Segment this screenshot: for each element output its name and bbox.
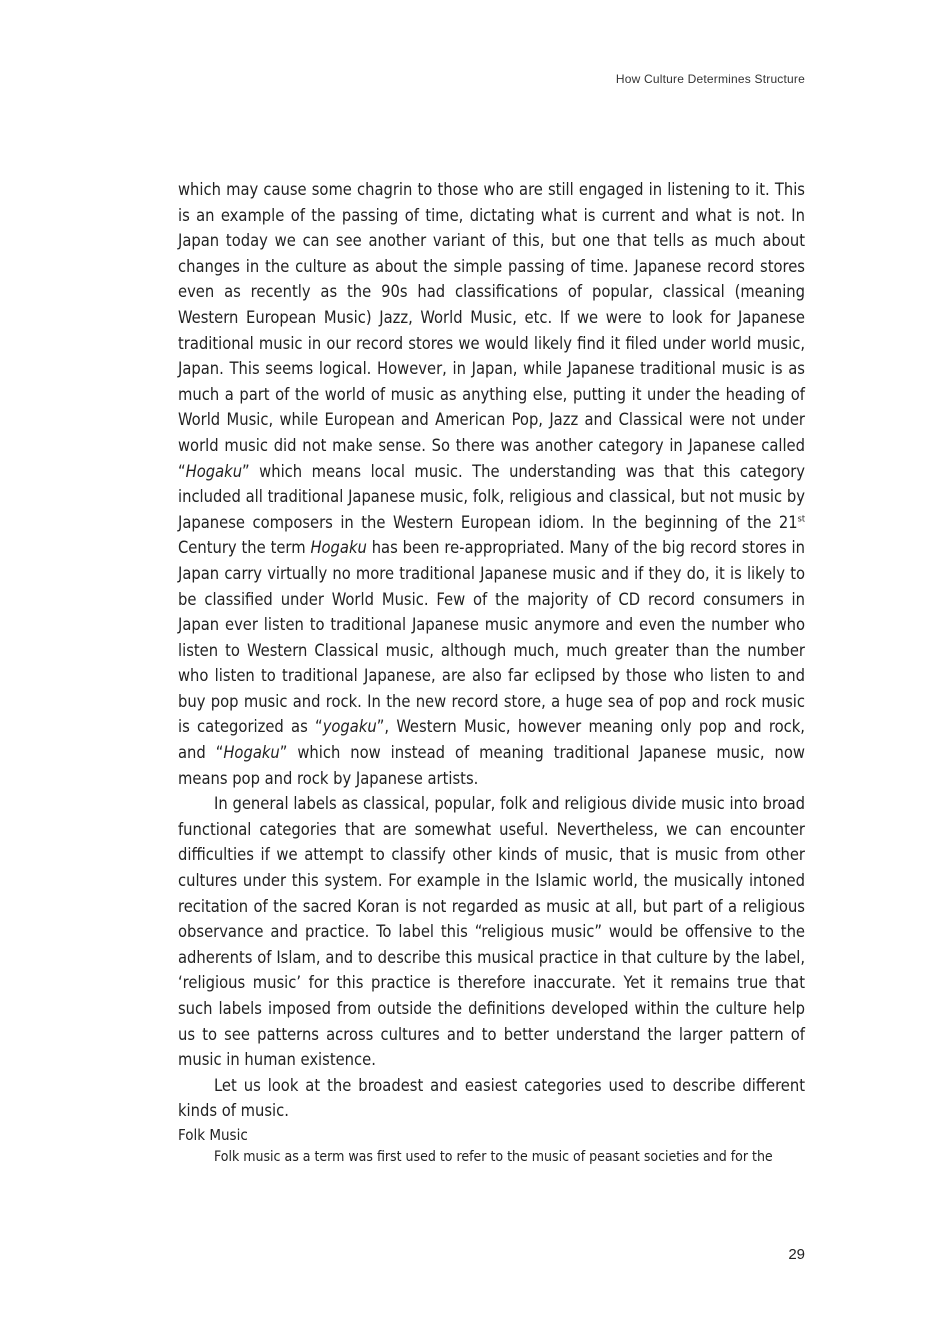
- p1-text-2: ” which means local music. The understanding was that this category included all traditional Japanese music, folk, religious and classical, but not music by Japanese composers in the Western European idiom. In the beginning of the 21: [178, 461, 805, 532]
- term-hogaku: Hogaku: [223, 743, 280, 763]
- p1-text-5: ”, Western Music, however meaning only pop and rock, and “: [178, 717, 805, 763]
- p1-text-3: Century the term: [178, 538, 311, 558]
- section-intro-line: Folk music as a term was first used to refer to the music of peasant societies and for the: [214, 1148, 773, 1165]
- paragraph-3: Let us look at the broadest and easiest categories used to describe different kinds of music.: [178, 1075, 805, 1121]
- term-yogaku: yogaku: [322, 717, 377, 737]
- p1-text-6: ” which now instead of meaning traditional Japanese music, now means pop and rock by Japanese artists.: [178, 743, 805, 788]
- p1-text-1: which may cause some chagrin to those who are still engaged in listening to it. This is an example of the passing of time, dictating what is current and what is not. In Japan today we can see another variant of this, but one that tells as much about changes in the culture as about the simple passing of time. Japanese record stores even as recently as the 90s had classifications of popular, classical (meaning Western European Music) Jazz, World Music, etc. If we were to look for Japanese traditional music in our record stores we would likely find it filed under world music, Japan. This seems logical. However, in Japan, while Japanese traditional music is as much a part of the world of music as anything else, putting it under the heading of World Music, while European and American Pop, Jazz and Classical were not under world music did not make sense. So there was another category in Japanese called “: [178, 180, 805, 481]
- ordinal-superscript: st: [797, 514, 805, 525]
- term-hogaku: Hogaku: [185, 461, 243, 481]
- paragraph-1: [178, 177, 805, 791]
- term-hogaku: Hogaku: [310, 538, 367, 558]
- body-text: [178, 177, 805, 1168]
- section-heading: Folk Music: [178, 1125, 248, 1144]
- paragraph-2: In general labels as classical, popular, folk and religious divide music into broad functional categories that are somewhat useful. Nevertheless, we can encounter difficulties if we attempt to classify other kinds of music, that is music from other cultures under this system. For example in the Islamic world, the musically intoned recitation of the sacred Koran is not regarded as music at all, but part of a religious observance and practice. To label this “religious music” would be offensive to the adherents of Islam, and to describe this musical practice in that culture by the label, ‘religious music’ for this practice is therefore inaccurate. Yet it remains true that such labels imposed from outside the definitions developed within the culture help us to see patterns across cultures and to better understand the larger pattern of music in human existence.: [178, 794, 805, 1070]
- p1-text-4: has been re-appropriated. Many of the big record stores in Japan carry virtually no more traditional Japanese music and if they do, it is likely to be classified under World Music. Few of the majority of CD record consumers in Japan ever listen to traditional Japanese music anymore and even the number who listen to Western Classical music, although much, much greater than the number who listen to traditional Japanese, are also far eclipsed by those who listen to and buy pop music and rock. In the new record store, a huge sea of pop and rock music is categorized as “: [178, 538, 805, 737]
- running-header: How Culture Determines Structure: [615, 72, 805, 86]
- page-number: 29: [788, 1246, 805, 1263]
